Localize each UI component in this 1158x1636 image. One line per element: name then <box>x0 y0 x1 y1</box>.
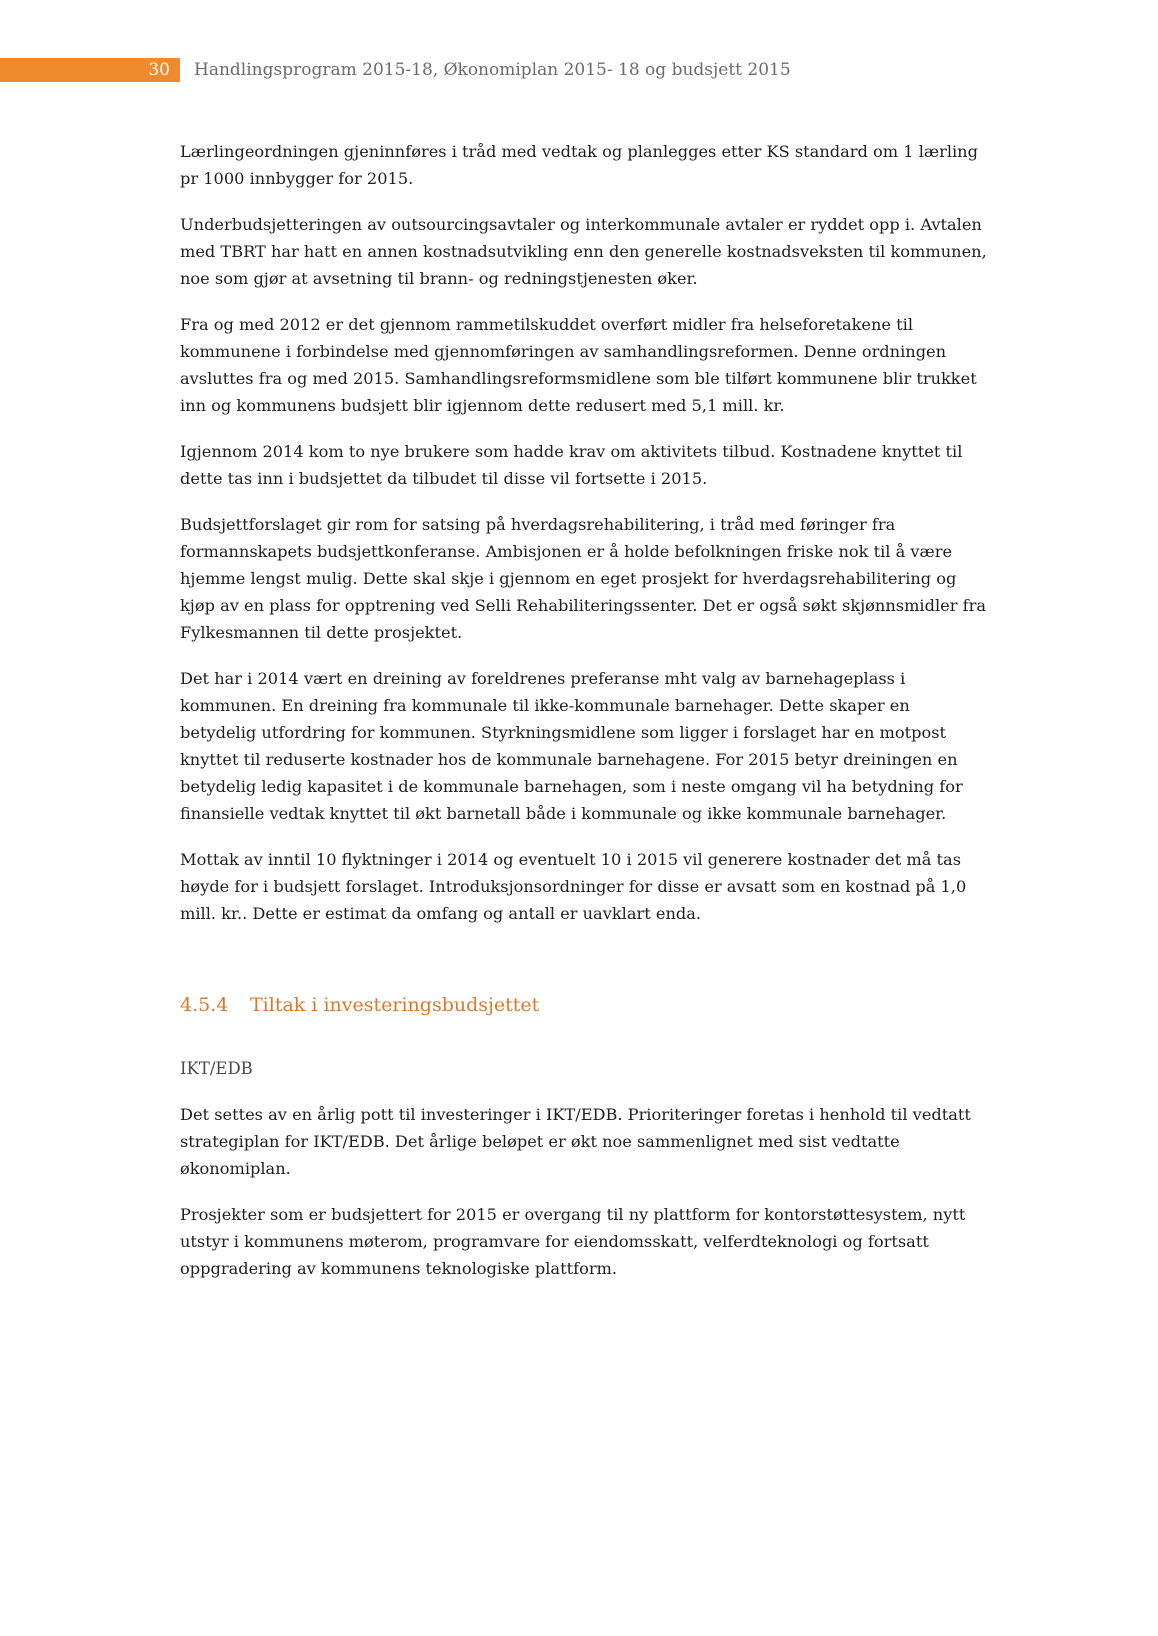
section-heading <box>180 992 990 1018</box>
page-number-bar <box>0 58 180 82</box>
paragraph-ikt-projects: Prosjekter som er budsjettert for 2015 er overgang til ny plattform for kontorstøttesystem, nytt utstyr i kommunens møterom, programvare for eiendomsskatt, velferdteknologi og fortsatt oppgradering av kommunens teknologiske plattform. <box>180 1205 966 1278</box>
paragraph-new-users: Igjennom 2014 kom to nye brukere som hadde krav om aktivitets tilbud. Kostnadene knyttet til dette tas inn i budsjettet da tilbudet til disse vil fortsette i 2015. <box>180 442 963 488</box>
paragraph-rehabilitation: Budsjettforslaget gir rom for satsing på hverdagsrehabilitering, i tråd med føringer fra formannskapets budsjettkonferanse. Ambisjonen er å holde befolkningen friske nok til å være hjemme lengst mulig. Dette skal skje i gjennom en eget prosjekt for hverdagsrehabilitering og kjøp av en plass for opptrening ved Selli Rehabiliteringssenter. Det er også søkt skjønnsmidler fra Fylkesmannen til dette prosjektet. <box>180 515 986 642</box>
paragraph-refugees: Mottak av inntil 10 flyktninger i 2014 og eventuelt 10 i 2015 vil generere kostnader det må tas høyde for i budsjett forslaget. Introduksjonsordninger for disse er avsatt som en kostnad på 1,0 mill. kr.. Dette er estimat da omfang og antall er uavklart enda. <box>180 850 967 923</box>
page-header <box>0 58 1158 82</box>
paragraph-ikt-pot: Det settes av en årlig pott til investeringer i IKT/EDB. Prioriteringer foretas i henhold til vedtatt strategiplan for IKT/EDB. Det årlige beløpet er økt noe sammenlignet med sist vedtatte økonomiplan. <box>180 1105 971 1178</box>
section-title: Tiltak i investeringsbudsjettet <box>250 994 540 1016</box>
paragraph-apprenticeship: Lærlingeordningen gjeninnføres i tråd med vedtak og planlegges etter KS standard om 1 lærling pr 1000 innbygger for 2015. <box>180 142 978 188</box>
subsection-heading: IKT/EDB <box>180 1059 253 1078</box>
document-body <box>180 138 990 1301</box>
section-number: 4.5.4 <box>180 994 229 1016</box>
page-number: 30 <box>148 60 170 80</box>
paragraph-kindergartens: Det har i 2014 vært en dreining av foreldrenes preferanse mht valg av barnehageplass i kommunen. En dreining fra kommunale til ikke-kommunale barnehager. Dette skaper en betydelig utfordring for kommunen. Styrkningsmidlene som ligger i forslaget har en motpost knyttet til reduserte kostnader hos de kommunale barnehagene. For 2015 betyr dreiningen en betydelig ledig kapasitet i de kommunale barnehagen, som i neste omgang vil ha betydning for finansielle vedtak knyttet til økt barnetall både i kommunale og ikke kommunale barnehager. <box>180 669 963 823</box>
running-title: Handlingsprogram 2015-18, Økonomiplan 2015- 18 og budsjett 2015 <box>194 60 791 80</box>
paragraph-coordination-reform: Fra og med 2012 er det gjennom rammetilskuddet overført midler fra helseforetakene til kommunene i forbindelse med gjennomføringen av samhandlingsreformen. Denne ordningen avsluttes fra og med 2015. Samhandlingsreformsmidlene som ble tilført kommunene blir trukket inn og kommunens budsjett blir igjennom dette redusert med 5,1 mill. kr. <box>180 315 977 415</box>
paragraph-outsourcing: Underbudsjetteringen av outsourcingsavtaler og interkommunale avtaler er ryddet opp i. Avtalen med TBRT har hatt en annen kostnadsutvikling enn den generelle kostnadsveksten til kommunen, noe som gjør at avsetning til brann- og redningstjenesten øker. <box>180 215 987 288</box>
